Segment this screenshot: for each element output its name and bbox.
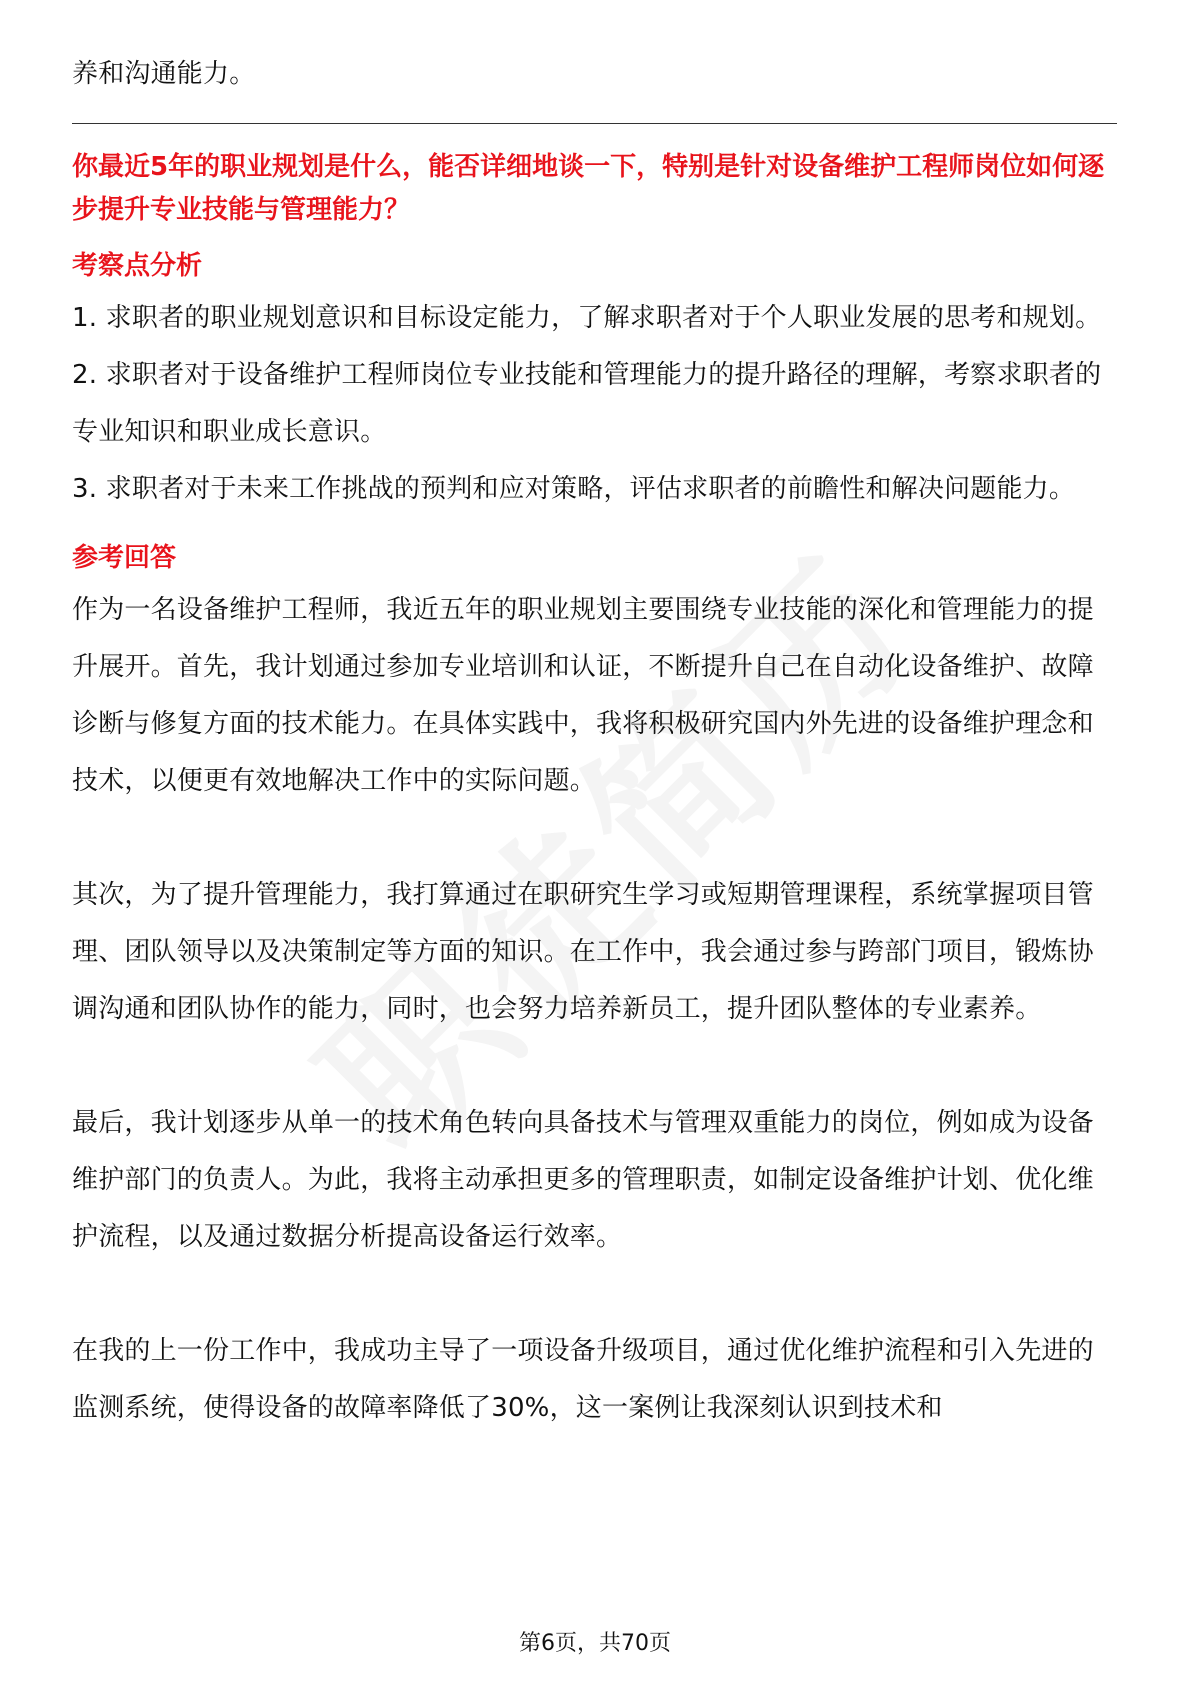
analysis-heading: 考察点分析 [72,251,203,281]
previous-paragraph-tail: 养和沟通能力。 [72,59,256,89]
answer-paragraph: 最后，我计划逐步从单一的技术角色转向具备技术与管理双重能力的岗位，例如成为设备维护部门的负责人。为此，我将主动承担更多的管理职责，如制定设备维护计划、优化维护流程，以及通过数据分析提高设备运行效率。 [72,1108,1094,1252]
analysis-point: 1. 求职者的职业规划意识和目标设定能力，了解求职者对于个人职业发展的思考和规划。 [72,303,1102,333]
answer-heading: 参考回答 [72,543,177,573]
page-number-footer: 第6页，共70页 [519,1631,671,1656]
page-content [72,46,1117,1437]
section-divider [72,123,1117,124]
analysis-point: 3. 求职者对于未来工作挑战的预判和应对策略，评估求职者的前瞻性和解决问题能力。 [72,474,1076,504]
answer-paragraph: 其次，为了提升管理能力，我打算通过在职研究生学习或短期管理课程，系统掌握项目管理、团队领导以及决策制定等方面的知识。在工作中，我会通过参与跨部门项目，锻炼协调沟通和团队协作的能力，同时，也会努力培养新员工，提升团队整体的专业素养。 [72,880,1094,1024]
paragraph-gap [72,1266,1117,1323]
answer-paragraph: 在我的上一份工作中，我成功主导了一项设备升级项目，通过优化维护流程和引入先进的监测系统，使得设备的故障率降低了30%，这一案例让我深刻认识到技术和 [72,1336,1094,1423]
analysis-point: 2. 求职者对于设备维护工程师岗位专业技能和管理能力的提升路径的理解，考察求职者的专业知识和职业成长意识。 [72,360,1102,447]
answer-paragraph: 作为一名设备维护工程师，我近五年的职业规划主要围绕专业技能的深化和管理能力的提升展开。首先，我计划通过参加专业培训和认证，不断提升自己在自动化设备维护、故障诊断与修复方面的技术能力。在具体实践中，我将积极研究国内外先进的设备维护理念和技术，以便更有效地解决工作中的实际问题。 [72,595,1094,796]
paragraph-gap [72,810,1117,867]
interview-question: 你最近5年的职业规划是什么，能否详细地谈一下，特别是针对设备维护工程师岗位如何逐步提升专业技能与管理能力？ [72,152,1105,225]
paragraph-gap [72,1038,1117,1095]
